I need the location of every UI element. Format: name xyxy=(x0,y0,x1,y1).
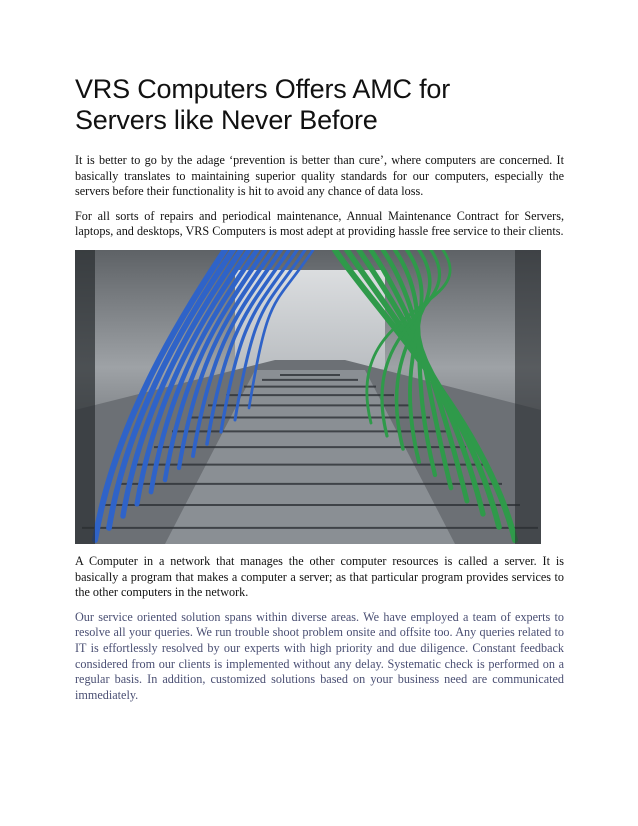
title-line-2: Servers like Never Before xyxy=(75,105,378,135)
page-title xyxy=(75,74,564,136)
server-cables-photo xyxy=(75,250,541,544)
paragraph-service-solution: Our service oriented solution spans within diverse areas. We have employed a team of experts to resolve all your queries. We run trouble shoot problem onsite and offsite too. Any queries related to IT is effortlessly resolved by our experts with high priority and due diligence. Constant feedback considered from our clients is implemented without any delay. Systematic check is performed on a regular basis. In addition, customized solutions based on your business need are communicated immediately. xyxy=(75,609,564,702)
paragraph-server-definition: A Computer in a network that manages the other computer resources is called a server. It is basically a program that makes a computer a server; as that particular program provides services to the other computers in the network. xyxy=(75,553,564,600)
paragraph-services: For all sorts of repairs and periodical maintenance, Annual Maintenance Contract for Servers, laptops, and desktops, VRS Computers is most adept at providing hassle free service to their clients. xyxy=(75,208,564,239)
title-line-1: VRS Computers Offers AMC for xyxy=(75,74,451,104)
document-page xyxy=(75,74,564,712)
paragraph-intro: It is better to go by the adage ‘prevention is better than cure’, where computers are concerned. It basically translates to maintaining superior quality standards for our computers, especially the servers before their functionality is hit to avoid any chance of data loss. xyxy=(75,153,564,199)
